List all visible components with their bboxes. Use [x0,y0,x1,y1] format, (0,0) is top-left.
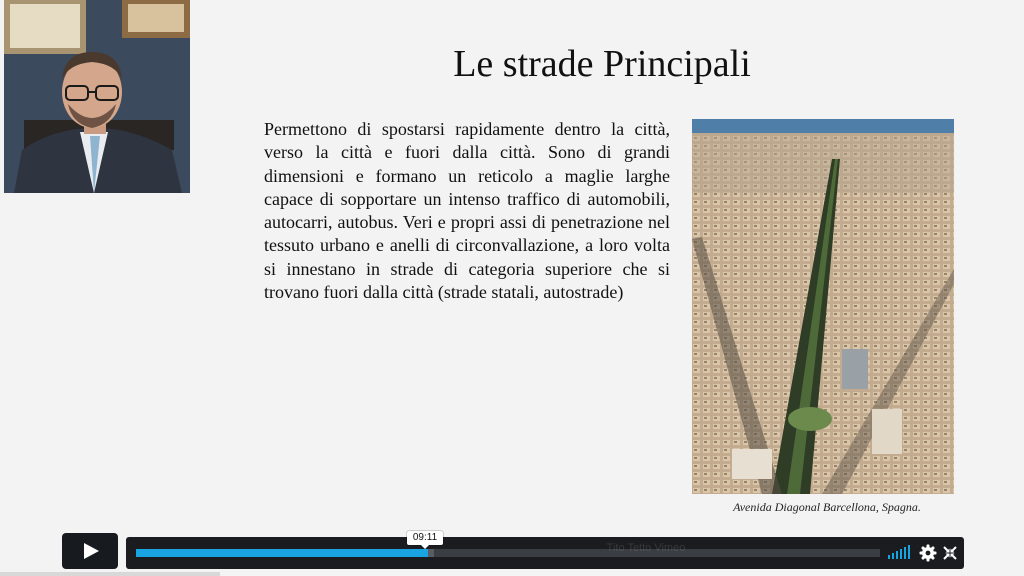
play-button[interactable] [62,533,118,569]
video-watermark: Tito Tetto Vimeo [606,542,686,554]
volume-bars-icon[interactable] [888,545,912,561]
slide-body-text: Permettono di spostarsi rapidamente dentro la città, verso la città e fuori dalla città. Sono di grandi dimensioni e formano un reticolo a maglie larghe capace di sopportare un intenso traffico di automobili, autocarri, autobus. Veri e propri assi di penetrazione nel tessuto urbano e anelli di circonvallazione, a loro volta si innestano in strade di categoria superiore che si trovano fuori dalla città (strade statali, autostrade) [264,119,670,303]
play-icon [84,543,99,559]
slide-title: Le strade Principali [453,43,751,85]
gear-icon[interactable] [919,544,937,562]
progress-bar[interactable] [136,549,880,557]
fullscreen-icon[interactable] [942,545,958,561]
hover-time-tooltip: 09:11 [407,531,443,545]
video-control-bar [126,537,964,569]
bottom-strip [0,572,220,576]
aerial-city-photo [692,119,954,494]
presenter-webcam-video [4,0,190,193]
progress-played [136,549,428,557]
image-caption: Avenida Diagonal Barcellona, Spagna. [733,500,921,514]
